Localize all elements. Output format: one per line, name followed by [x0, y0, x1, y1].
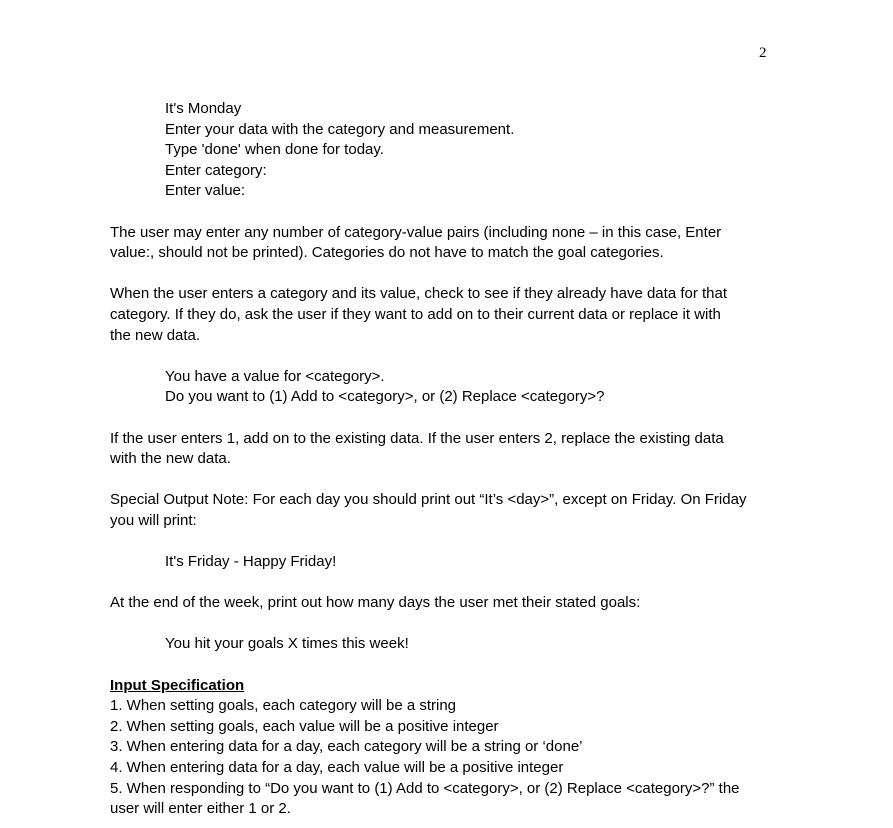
code-line: Type 'done' when done for today.: [165, 141, 384, 159]
code-line: You hit your goals X times this week!: [165, 635, 409, 653]
paragraph-check-existing: [110, 284, 790, 346]
code-line: Do you want to (1) Add to <category>, or (2) Replace <category>?: [165, 388, 605, 406]
text-line: value:, should not be printed). Categories do not have to match the goal categories.: [110, 244, 664, 262]
text-line: the new data.: [110, 326, 201, 344]
code-line: Enter your data with the category and measurement.: [165, 120, 515, 138]
paragraph-choice: [110, 429, 790, 470]
section-heading: Input Specification: [110, 676, 245, 694]
text-line: with the new data.: [110, 450, 231, 468]
list-item: user will enter either 1 or 2.: [110, 800, 291, 818]
input-specification-section: [110, 676, 790, 820]
list-item: 3. When entering data for a day, each category will be a string or ‘done’: [110, 738, 583, 756]
text-line: Special Output Note: For each day you should print out “It’s <day>”, except on Friday. On Friday: [110, 491, 747, 509]
sample-output-friday: [110, 552, 790, 573]
text-line: category. If they do, ask the user if they want to add on to their current data or replace it with: [110, 305, 721, 323]
text-line: If the user enters 1, add on to the existing data. If the user enters 2, replace the existing data: [110, 429, 724, 447]
text-line: The user may enter any number of category-value pairs (including none – in this case, Enter: [110, 223, 722, 241]
paragraph-end-of-week: [110, 593, 790, 614]
list-item: 5. When responding to “Do you want to (1) Add to <category>, or (2) Replace <category>?” the: [110, 779, 740, 797]
list-item: 1. When setting goals, each category will be a string: [110, 697, 457, 715]
list-item: 2. When setting goals, each value will be a positive integer: [110, 717, 499, 735]
text-line: you will print:: [110, 511, 197, 529]
paragraph-special-output: [110, 490, 790, 531]
code-line: Enter value:: [165, 182, 246, 200]
paragraph-category-pairs: [110, 223, 790, 264]
code-line: It's Friday - Happy Friday!: [165, 553, 337, 571]
sample-output-goals: [110, 634, 790, 655]
code-line: Enter category:: [165, 161, 267, 179]
code-line: It's Monday: [165, 100, 242, 117]
sample-output-replace-prompt: [110, 367, 790, 408]
page-number: 2: [759, 45, 767, 61]
list-item: 4. When entering data for a day, each value will be a positive integer: [110, 759, 564, 776]
text-line: When the user enters a category and its value, check to see if they already have data for that: [110, 285, 728, 303]
document-body: [110, 99, 790, 820]
text-line: At the end of the week, print out how many days the user met their stated goals:: [110, 594, 641, 612]
code-line: You have a value for <category>.: [165, 367, 385, 385]
sample-output-day-prompt: [110, 99, 790, 202]
